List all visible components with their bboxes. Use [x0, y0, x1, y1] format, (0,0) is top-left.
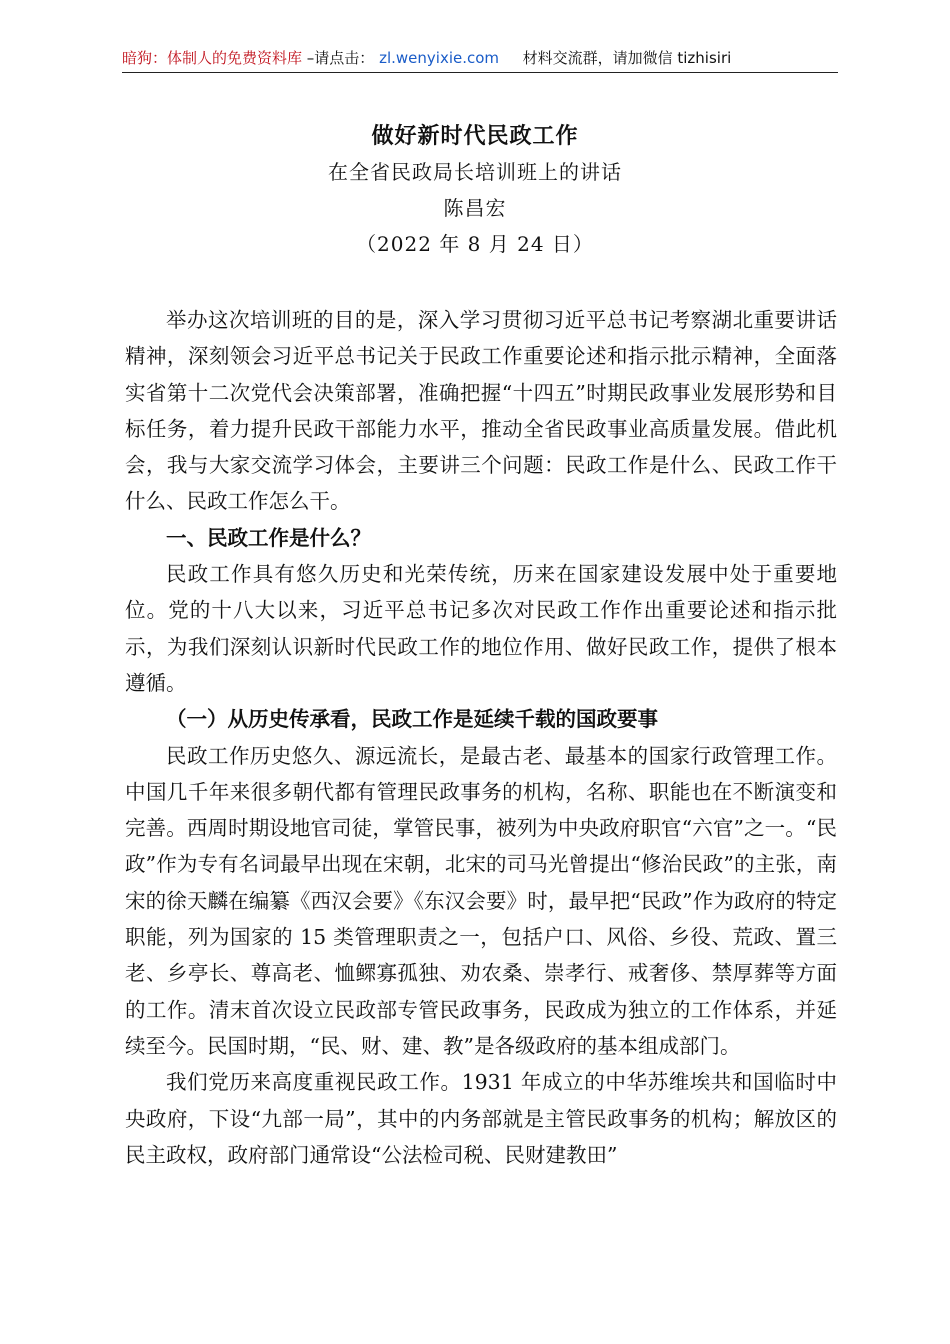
page-header: [122, 46, 838, 73]
header-prompt: –请点击：: [306, 49, 375, 67]
document-title: 做好新时代民政工作: [371, 123, 579, 149]
header-link[interactable]: zl.wenyixie.com: [379, 49, 500, 67]
title-block: [0, 118, 950, 262]
header-brand: 暗狗：体制人的免费资料库: [122, 49, 303, 67]
document-author: 陈昌宏: [443, 196, 507, 220]
paragraph: 举办这次培训班的目的是，深入学习贯彻习近平总书记考察湖北重要讲话精神，深刻领会习近平总书记关于民政工作重要论述和指示批示精神，全面落实省第十二次党代会决策部署，准确把握“十四五”时期民政事业发展形势和目标任务，着力提升民政干部能力水平，推动全省民政事业高质量发展。借此机会，我与大家交流学习体会，主要讲三个问题：民政工作是什么、民政工作干什么、民政工作怎么干。: [125, 308, 837, 514]
document-body: [125, 302, 837, 1173]
paragraph: 民政工作具有悠久历史和光荣传统，历来在国家建设发展中处于重要地位。党的十八大以来，习近平总书记多次对民政工作作出重要论述和指示批示，为我们深刻认识新时代民政工作的地位作用、做好民政工作，提供了根本遵循。: [125, 562, 837, 695]
paragraph: 民政工作历史悠久、源远流长，是最古老、最基本的国家行政管理工作。中国几千年来很多朝代都有管理民政事务的机构，名称、职能也在不断演变和完善。西周时期设地官司徒，掌管民事，被列为中央政府职官“六官”之一。“民政”作为专有名词最早出现在宋朝，北宋的司马光曾提出“修治民政”的主张，南宋的徐天麟在编纂《西汉会要》《东汉会要》时，最早把“民政”作为政府的特定职能，列为国家的 15 类管理职责之一，包括户口、风俗、乡役、荒政、置三老、乡亭长、尊高老、恤鳏寡孤独、劝农桑、崇孝行、戒奢侈、禁厚葬等方面的工作。清末首次设立民政部专管民政事务，民政成为独立的工作体系，并延续至今。民国时期，“民、财、建、教”是各级政府的基本组成部门。: [125, 743, 837, 1058]
section-heading: 一、民政工作是什么？: [166, 525, 371, 550]
paragraph: 我们党历来高度重视民政工作。1931 年成立的中华苏维埃共和国临时中央政府，下设“九部一局”，其中的内务部就是主管民政事务的机构；解放区的民主政权，政府部门通常设“公法检司税、民财建教田”: [125, 1070, 837, 1167]
header-contact: 材料交流群，请加微信 tizhisiri: [522, 49, 732, 67]
subsection-heading: （一）从历史传承看，民政工作是延续千载的国政要事: [166, 707, 658, 732]
document-date: （2022 年 8 月 24 日）: [356, 232, 594, 256]
document-subtitle: 在全省民政局长培训班上的讲话: [328, 160, 622, 184]
